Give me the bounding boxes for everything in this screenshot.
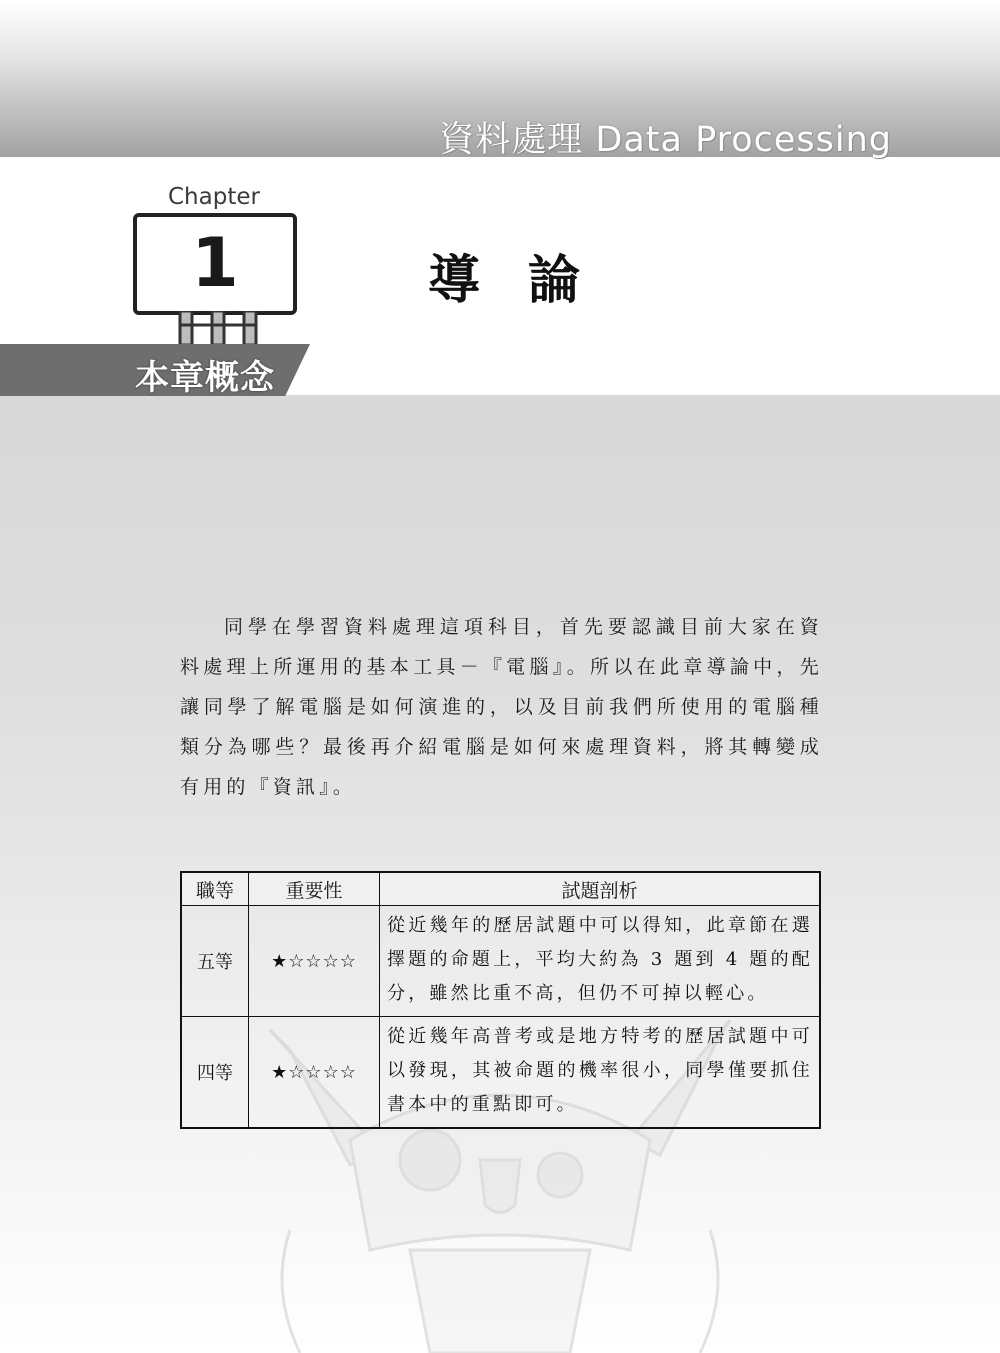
chapter-label: Chapter: [168, 184, 260, 210]
analysis-cell: 從近幾年高普考或是地方特考的歷居試題中可以發現，其被命題的機率很小，同學僅要抓住書本中的重點即可。: [380, 1017, 821, 1129]
chapter-number: 1: [191, 224, 239, 303]
level-cell: 五等: [181, 906, 249, 1017]
header-importance: 重要性: [249, 872, 380, 906]
concept-label: 本章概念: [135, 358, 275, 398]
book-title: 資料處理 Data Processing: [439, 120, 892, 160]
exam-analysis-table: [180, 871, 821, 1129]
easel-legs-icon: [168, 311, 268, 347]
chapter-title: 導論: [428, 250, 629, 311]
chapter-board: [133, 213, 297, 315]
table-header-row: [181, 872, 820, 906]
intro-paragraph: 同學在學習資料處理這項科目，首先要認識目前大家在資料處理上所運用的基本工具－『電腦』。所以在此章導論中，先讓同學了解電腦是如何演進的，以及目前我們所使用的電腦種類分為哪些？最後再介紹電腦是如何來處理資料，將其轉變成有用的『資訊』。: [180, 616, 823, 798]
importance-stars: ★☆☆☆☆: [249, 906, 380, 1017]
header-analysis: 試題剖析: [380, 872, 821, 906]
importance-stars: ★☆☆☆☆: [249, 1017, 380, 1129]
header-level: 職等: [181, 872, 249, 906]
table-row: [181, 1017, 820, 1129]
table-row: [181, 906, 820, 1017]
level-cell: 四等: [181, 1017, 249, 1129]
analysis-cell: 從近幾年的歷居試題中可以得知，此章節在選擇題的命題上，平均大約為 3 題到 4 題的配分，雖然比重不高，但仍不可掉以輕心。: [380, 906, 821, 1017]
